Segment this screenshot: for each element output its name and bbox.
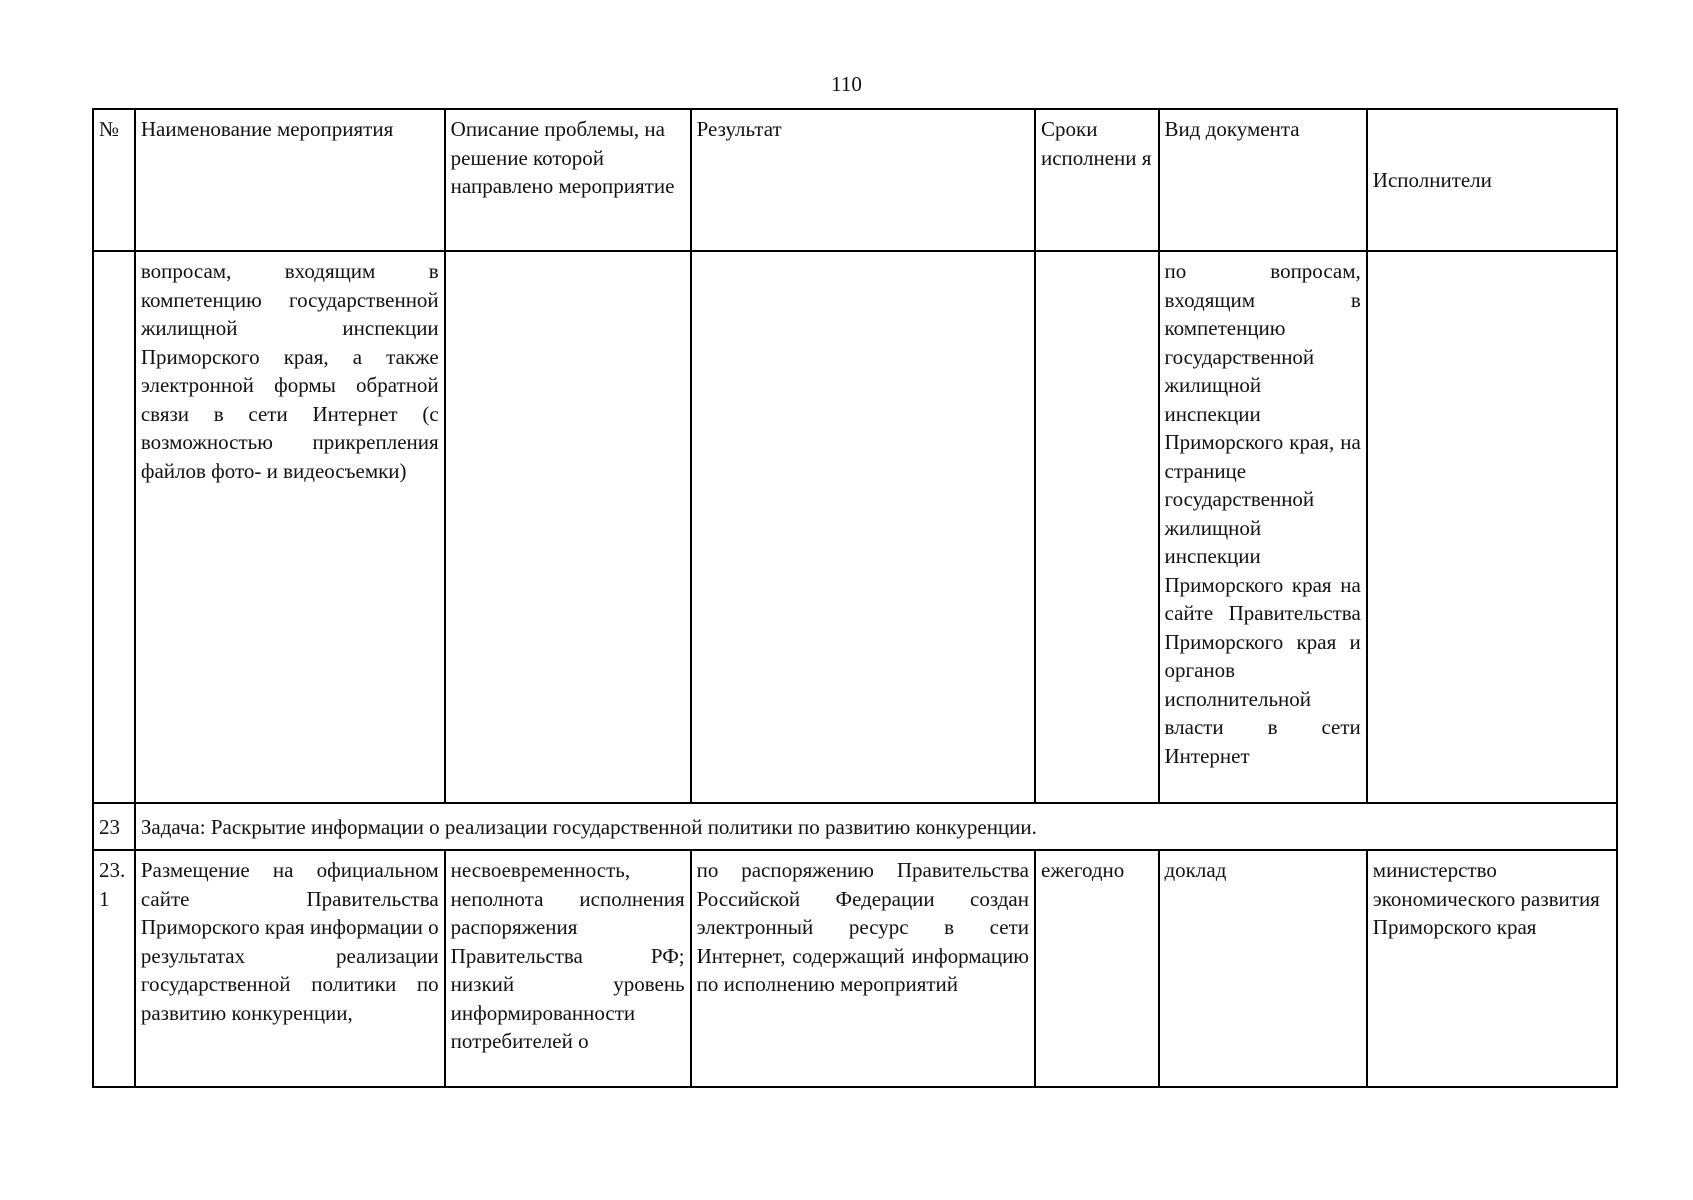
cell-num <box>93 251 135 803</box>
cell-doc-type: по вопросам, входящим в компетенцию государственной жилищной инспекции Приморского края, на странице государственной жилищной инспекции Приморского края на сайте Правительства Приморского края и органов исполнительной власти в сети Интернет <box>1159 251 1367 803</box>
header-doc-type: Вид документа <box>1159 109 1367 251</box>
item-doc-type: доклад <box>1159 850 1367 1087</box>
cell-result <box>691 251 1035 803</box>
cell-name: вопросам, входящим в компетенцию государственной жилищной инспекции Приморского края, а также электронной формы обратной связи в сети Интернет (с возможностью прикрепления файлов фото- и видеосъемки) <box>135 251 445 803</box>
item-description: несвоевременность, неполнота исполнения распоряжения Правительства РФ; низкий уровень информированности потребителей о <box>445 850 691 1087</box>
header-result: Результат <box>691 109 1035 251</box>
task-text: Задача: Раскрытие информации о реализации государственной политики по развитию конкуренции. <box>135 803 1617 850</box>
item-num: 23. 1 <box>93 850 135 1087</box>
cell-description <box>445 251 691 803</box>
table-row <box>93 850 1617 1087</box>
header-name: Наименование мероприятия <box>135 109 445 251</box>
header-term: Сроки исполнени я <box>1035 109 1159 251</box>
page-number: 110 <box>831 72 862 96</box>
item-term: ежегодно <box>1035 850 1159 1087</box>
header-description: Описание проблемы, на решение которой направлено мероприятие <box>445 109 691 251</box>
header-executors: Исполнители <box>1367 109 1617 251</box>
item-executors: министерство экономического развития Приморского края <box>1367 850 1617 1087</box>
cell-term <box>1035 251 1159 803</box>
table-header-row <box>93 109 1617 251</box>
task-row <box>93 803 1617 850</box>
item-result: по распоряжению Правительства Российской Федерации создан электронный ресурс в сети Интернет, содержащий информацию по исполнению мероприятий <box>691 850 1035 1087</box>
cell-executors <box>1367 251 1617 803</box>
header-num: № <box>93 109 135 251</box>
task-num: 23 <box>93 803 135 850</box>
measures-table <box>92 108 1618 1088</box>
table-row <box>93 251 1617 803</box>
item-name: Размещение на официальном сайте Правительства Приморского края информации о результатах реализации государственной политики по развитию конкуренции, <box>135 850 445 1087</box>
